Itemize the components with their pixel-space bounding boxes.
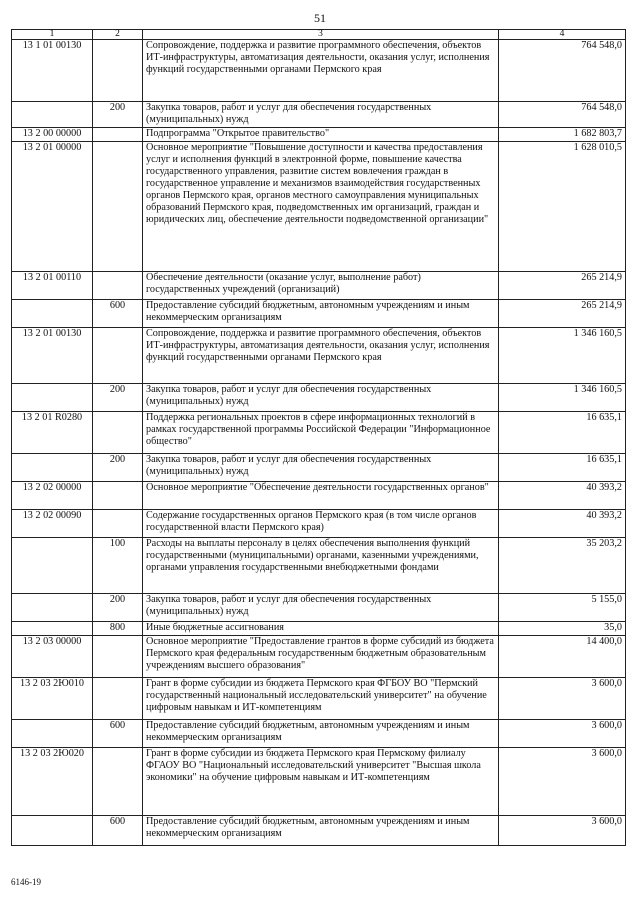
row-vr — [93, 678, 143, 720]
row-code: 13 2 02 00000 — [12, 482, 93, 510]
row-code: 13 2 01 00000 — [12, 142, 93, 272]
row-code — [12, 538, 93, 594]
row-code: 13 2 02 00090 — [12, 510, 93, 538]
document-code: 6146-19 — [11, 877, 41, 887]
table-row — [12, 748, 626, 816]
table-row — [12, 102, 626, 128]
table-row — [12, 40, 626, 102]
row-description: Содержание государственных органов Пермского края (в том числе органов государственной власти Пермского края) — [143, 510, 499, 538]
row-vr — [93, 510, 143, 538]
row-amount: 40 393,2 — [499, 482, 626, 510]
row-code — [12, 816, 93, 846]
row-description: Предоставление субсидий бюджетным, автономным учреждениям и иным некоммерческим организациям — [143, 720, 499, 748]
col-header-vr: 2 — [93, 30, 143, 40]
row-amount: 35,0 — [499, 622, 626, 636]
row-code: 13 2 03 00000 — [12, 636, 93, 678]
table-row — [12, 678, 626, 720]
row-code — [12, 300, 93, 328]
row-vr: 100 — [93, 538, 143, 594]
row-code — [12, 594, 93, 622]
col-header-code: 1 — [12, 30, 93, 40]
row-description: Грант в форме субсидии из бюджета Пермского края Пермскому филиалу ФГАОУ ВО "Национальный исследовательский университет "Высшая школа экономики" на обучение цифровым навыкам и ИТ-компетенциям — [143, 748, 499, 816]
row-vr: 600 — [93, 300, 143, 328]
table-row — [12, 272, 626, 300]
row-vr — [93, 40, 143, 102]
row-amount: 3 600,0 — [499, 720, 626, 748]
row-amount: 764 548,0 — [499, 102, 626, 128]
row-description: Закупка товаров, работ и услуг для обеспечения государственных (муниципальных) нужд — [143, 594, 499, 622]
row-amount: 3 600,0 — [499, 816, 626, 846]
row-amount: 1 346 160,5 — [499, 384, 626, 412]
row-description: Предоставление субсидий бюджетным, автономным учреждениям и иным некоммерческим организациям — [143, 816, 499, 846]
row-amount: 14 400,0 — [499, 636, 626, 678]
row-description: Подпрограмма "Открытое правительство" — [143, 128, 499, 142]
row-amount: 3 600,0 — [499, 678, 626, 720]
table-row — [12, 142, 626, 272]
row-vr — [93, 748, 143, 816]
page-number: 51 — [314, 11, 326, 25]
row-description: Закупка товаров, работ и услуг для обеспечения государственных (муниципальных) нужд — [143, 102, 499, 128]
row-description: Расходы на выплаты персоналу в целях обеспечения выполнения функций государственными (муниципальными) органами, казенными учреждениями, органами управления государственными внебюджетными фондами — [143, 538, 499, 594]
row-description: Грант в форме субсидии из бюджета Пермского края ФГБОУ ВО "Пермский государственный национальный исследовательский университет" на обучение цифровым навыкам и ИТ-компетенциям — [143, 678, 499, 720]
row-vr — [93, 482, 143, 510]
table-row — [12, 454, 626, 482]
row-description: Сопровождение, поддержка и развитие программного обеспечения, объектов ИТ-инфраструктуры, автоматизация деятельности, оказания услуг, исполнения функций государственными органами Пермского края — [143, 328, 499, 384]
row-description: Закупка товаров, работ и услуг для обеспечения государственных (муниципальных) нужд — [143, 454, 499, 482]
row-description: Основное мероприятие "Обеспечение деятельности государственных органов" — [143, 482, 499, 510]
row-amount: 3 600,0 — [499, 748, 626, 816]
table-row — [12, 594, 626, 622]
row-amount: 1 628 010,5 — [499, 142, 626, 272]
row-amount: 5 155,0 — [499, 594, 626, 622]
row-code — [12, 102, 93, 128]
row-vr — [93, 142, 143, 272]
row-code: 13 2 00 00000 — [12, 128, 93, 142]
row-description: Поддержка региональных проектов в сфере информационных технологий в рамках государственной программы Российской Федерации "Информационное общество" — [143, 412, 499, 454]
row-amount: 764 548,0 — [499, 40, 626, 102]
row-code: 13 1 01 00130 — [12, 40, 93, 102]
row-vr — [93, 328, 143, 384]
row-amount: 16 635,1 — [499, 412, 626, 454]
table-row — [12, 128, 626, 142]
row-vr: 200 — [93, 454, 143, 482]
row-amount: 265 214,9 — [499, 300, 626, 328]
row-amount: 265 214,9 — [499, 272, 626, 300]
budget-table — [11, 29, 626, 846]
table-row — [12, 328, 626, 384]
row-vr — [93, 636, 143, 678]
table-row — [12, 636, 626, 678]
table-row — [12, 720, 626, 748]
row-vr: 200 — [93, 384, 143, 412]
row-vr: 600 — [93, 720, 143, 748]
row-description: Основное мероприятие "Повышение доступности и качества предоставления услуг и исполнения функций в электронной форме, повышение качества государственного управления, развитие систем вовлечения граждан в государственное управление и механизмов взаимодействия государственных органов Пермского края, органов местного самоуправления муниципальных образований Пермского края, подведомственных им организаций, граждан и юридических лиц, обеспечение деятельности подведомственной организации" — [143, 142, 499, 272]
row-amount: 16 635,1 — [499, 454, 626, 482]
header-row — [12, 30, 626, 40]
row-code — [12, 454, 93, 482]
table-row — [12, 816, 626, 846]
row-amount: 1 346 160,5 — [499, 328, 626, 384]
row-code — [12, 384, 93, 412]
col-header-amount: 4 — [499, 30, 626, 40]
row-code — [12, 622, 93, 636]
row-vr — [93, 272, 143, 300]
row-code: 13 2 01 R0280 — [12, 412, 93, 454]
row-description: Основное мероприятие "Предоставление грантов в форме субсидий из бюджета Пермского края федеральным государственным бюджетным образовательным учреждениям высшего образования" — [143, 636, 499, 678]
table-row — [12, 510, 626, 538]
row-code — [12, 720, 93, 748]
row-vr: 200 — [93, 102, 143, 128]
table-row — [12, 622, 626, 636]
row-vr: 800 — [93, 622, 143, 636]
row-vr — [93, 412, 143, 454]
row-description: Сопровождение, поддержка и развитие программного обеспечения, объектов ИТ-инфраструктуры, автоматизация деятельности, оказания услуг, исполнения функций государственными органами Пермского края — [143, 40, 499, 102]
row-code: 13 2 03 2Ю010 — [12, 678, 93, 720]
row-vr: 200 — [93, 594, 143, 622]
table-row — [12, 412, 626, 454]
row-vr — [93, 128, 143, 142]
table-row — [12, 384, 626, 412]
row-amount: 35 203,2 — [499, 538, 626, 594]
row-amount: 40 393,2 — [499, 510, 626, 538]
row-code: 13 2 01 00130 — [12, 328, 93, 384]
row-description: Закупка товаров, работ и услуг для обеспечения государственных (муниципальных) нужд — [143, 384, 499, 412]
row-vr: 600 — [93, 816, 143, 846]
table-row — [12, 482, 626, 510]
row-description: Иные бюджетные ассигнования — [143, 622, 499, 636]
row-code: 13 2 01 00110 — [12, 272, 93, 300]
col-header-description: 3 — [143, 30, 499, 40]
row-description: Предоставление субсидий бюджетным, автономным учреждениям и иным некоммерческим организациям — [143, 300, 499, 328]
table-row — [12, 538, 626, 594]
table-row — [12, 300, 626, 328]
row-amount: 1 682 803,7 — [499, 128, 626, 142]
row-description: Обеспечение деятельности (оказание услуг, выполнение работ) государственных учреждений (организаций) — [143, 272, 499, 300]
row-code: 13 2 03 2Ю020 — [12, 748, 93, 816]
